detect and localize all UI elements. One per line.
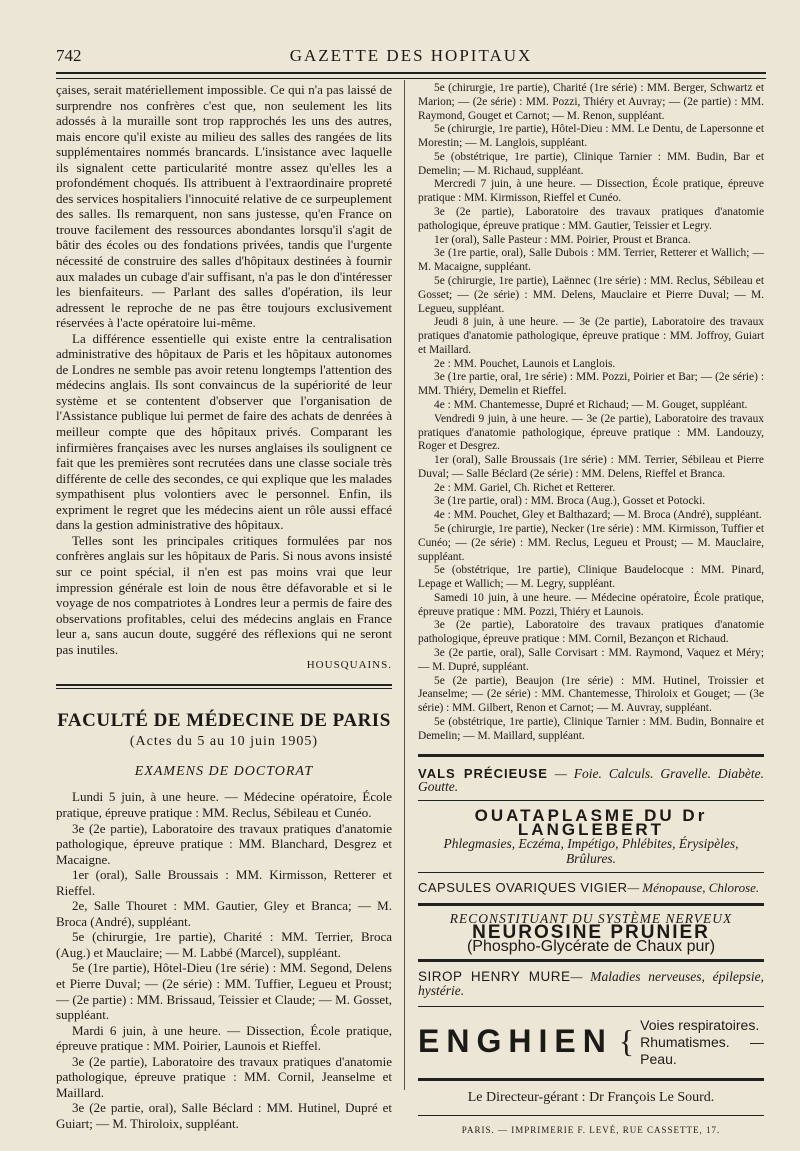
- ad-rule: [418, 872, 764, 873]
- ad-neurosine: [418, 910, 764, 955]
- right-column: [418, 82, 764, 1137]
- article-paragraph: La différence essentielle qui existe entre la centralisation administrative des hôpitaux de Paris et les hôpitaux autonomes de Londres ne semble pas avoir retenu longtemps l'attention des médecins anglais. Ils sont convaincus de la supériorité de leur système et se contentent d'observer que l'organisation de l'Assistance publique lui permet de faire des achats de denrées à meilleur compte que des hôpitaux privés. Comparant les infirmières françaises avec les nurses anglaises ils soulignent ce fait que les premières sont recrutées dans une classe sociale très différente de celle des secondes, ce qui explique que les malades sympathisent plus volontiers avec le personnel. Enfin, ils expriment le regret que les médecins aient un rôle aussi effacé dans la gestion administrative des hôpitaux.: [56, 330, 392, 533]
- ad-rule: [418, 754, 764, 757]
- printer-line: PARIS. — IMPRIMERIE F. LEVÉ, RUE CASSETTE, 17.: [461, 1124, 721, 1135]
- ad-neurosine-line3: (Phospho-Glycérate de Chaux pur): [466, 937, 716, 955]
- ad-rule: [418, 1115, 764, 1116]
- exam-entry: 4e : MM. Chantemesse, Dupré et Richaud; — M. Gouget, suppléant.: [434, 398, 748, 411]
- exam-entry: 3e (1re partie, oral, 1re série) : MM. Pozzi, Poirier et Bar; — (2e série) : MM. Thiéry, Demelin et Rieffel.: [418, 371, 764, 398]
- ad-rule: [418, 1078, 764, 1081]
- ad-enghien: [418, 1011, 764, 1074]
- exam-entry: 3e (2e partie, oral), Salle Béclard : MM. Hutinel, Dupré et Guiart; — M. Thiroloix, suppléant.: [56, 1100, 392, 1131]
- exam-title: EXAMENS DE DOCTORAT: [134, 763, 314, 779]
- exam-entry: Lundi 5 juin, à une heure. — Médecine opératoire, École pratique, épreuve pratique : MM. Reclus, Sébileau et Cunéo.: [56, 789, 392, 820]
- exam-entry: 5e (chirurgie, 1re partie), Hôtel-Dieu : MM. Le Dentu, de Lapersonne et Morestin; — M. Langlois, suppléant.: [418, 123, 764, 150]
- exam-entry: 5e (chirurgie, 1re partie), Charité : MM. Terrier, Broca (Aug.) et Mauclaire; — M. Labbé (Marcel), suppléant.: [56, 929, 392, 960]
- ad-capsules-text: — Ménopause, Chlorose.: [627, 880, 760, 896]
- column-divider: [404, 80, 405, 1090]
- exam-entry: Vendredi 9 juin, à une heure. — 3e (2e partie), Laboratoire des travaux pratiques d'anatomie pathologique, épreuve pratique : MM. Landouzy, Roger et Desgrez.: [418, 412, 764, 453]
- exam-entry: 3e (2e partie), Laboratoire des travaux pratiques d'anatomie pathologique, épreuve pratique : MM. Blanchard, Desgrez et Macaigne.: [56, 820, 392, 867]
- exam-entry: 5e (obstétrique, 1re partie), Clinique Tarnier : MM. Budin, Bar et Demelin; — M. Richaud, suppléant.: [418, 150, 764, 177]
- ad-sirop: [418, 966, 764, 1002]
- exam-entry: Mardi 6 juin, à une heure. — Dissection, École pratique, épreuve pratique : MM. Poirier, Launois et Rieffel.: [56, 1022, 392, 1054]
- ad-ouataplasme-text: Phlegmasies, Eczéma, Impétigo, Phlébites, Érysipèles, Brûlures.: [443, 835, 739, 867]
- section-rule: [56, 684, 392, 689]
- exam-entry: 5e (chirurgie, 1re partie), Charité (1re série) : MM. Berger, Schwartz et Marion; — (2e série) : MM. Pozzi, Thiéry et Auvray; — (2e partie) : MM. Raymond, Gouget et Carnot; — M. Renon, suppléant.: [418, 82, 764, 122]
- exam-entry: 3e (1re partie, oral), Salle Dubois : MM. Terrier, Retterer et Wallich; — M. Macaigne, suppléant.: [418, 247, 764, 274]
- exam-entry: 1er (oral), Salle Broussais (1re série) : MM. Terrier, Sébileau et Pierre Duval; — Salle Béclard (2e série) : MM. Delens, Rieffel et Branca.: [418, 454, 764, 480]
- ad-vals-brand: VALS PRÉCIEUSE: [418, 765, 548, 781]
- ad-capsules-brand: CAPSULES OVARIQUES VIGIER: [418, 880, 628, 896]
- exam-entry: 3e (2e partie, oral), Salle Corvisart : MM. Raymond, Vaquez et Méry; — M. Dupré, suppléant.: [418, 647, 764, 673]
- article-paragraph: çaises, serait matériellement impossible. Ce qui n'a pas laissé de surprendre nos confrères c'est que, non seulement les lits adossés à la muraille sont trop rapprochés les uns des autres, mais encore qu'il existe au milieu des salles des rangées de lits supplémentaires nommés brancards. L'insistance avec laquelle ils signalent cette particularité montre assez qu'elles les a profondément choqués. Ils attribuent à l'extraordinaire propreté des services hospitaliers l'innocuité relative de ce surpeuplement des salles. Ils remarquent, non sans justesse, qu'en France on trouve facilement des ressources abondantes lorsqu'il s'agit de bâtir des écoles ou des fondations privées, tandis que l'urgente nécessité de construire des salles d'hôpitaux destinées à fournir aux malades un cubage d'air suffisant, n'a pas le don d'intéresser les bienfaiteurs. — Parlant des salles d'opération, ils leur adressent le reproche de ne pas être toujours exclusivement réservées à l'acte opératoire lui-même.: [56, 82, 392, 331]
- exam-entry: 1er (oral), Salle Pasteur : MM. Poirier, Proust et Branca.: [434, 233, 691, 246]
- ad-vals-text: — Foie. Calculs. Gravelle. Diabète. Goutte.: [418, 765, 764, 795]
- journal-title: GAZETTE DES HOPITAUX: [289, 46, 533, 65]
- ad-enghien-line1: Voies respiratoires.: [640, 1016, 760, 1033]
- faculty-subtitle: (Actes du 5 au 10 juin 1905): [129, 734, 319, 750]
- left-column: [56, 82, 392, 1131]
- exam-entry: 5e (2e partie), Beaujon (1re série) : MM. Hutinel, Troissier et Jeanselme; — (2e série) : MM. Chantemesse, Thiroloix et Gouget; — (3e série) : MM. Gilbert, Renon et Carnot; — M. Auvray, suppléant.: [418, 674, 764, 715]
- exam-entry: 4e : MM. Pouchet, Gley et Balthazard; — M. Broca (André), suppléant.: [434, 509, 762, 522]
- ad-neurosine-line1: RECONSTITUANT DU SYSTÈME NERVEUX: [449, 910, 733, 926]
- exam-entry: 5e (obstétrique, 1re partie), Clinique Tarnier : MM. Budin, Bonnaire et Demelin; — M. Maillard, suppléant.: [418, 715, 764, 742]
- ad-rule: [418, 903, 764, 906]
- page-header: [56, 44, 766, 68]
- exam-entry: Mercredi 7 juin, à une heure. — Dissection, École pratique, épreuve pratique : MM. Kirmisson, Rieffel et Cunéo.: [418, 178, 764, 205]
- author-signature: HOUSQUAINS.: [306, 659, 392, 672]
- ad-vals: [418, 761, 764, 797]
- ad-rule: [418, 1006, 764, 1007]
- exam-entry: 2e : MM. Gariel, Ch. Richet et Retterer.: [434, 481, 616, 494]
- ad-ouataplasme: [418, 805, 764, 868]
- exam-entry: 5e (1re partie), Hôtel-Dieu (1re série) : MM. Segond, Delens et Pierre Duval; — (2e série) : MM. Tuffier, Legueu et Proust; — (2e partie) : MM. Brissaud, Teissier et Claude; — M. Gosset, suppléant.: [56, 960, 392, 1023]
- ad-ouataplasme-brand: OUATAPLASME DU Dr LANGLEBERT: [474, 806, 708, 839]
- header-rule: [56, 72, 766, 79]
- exam-entry: 3e (2e partie), Laboratoire des travaux pratiques d'anatomie pathologique, épreuve pratique : MM. Cornil, Jeanselme et Maillard.: [56, 1053, 392, 1100]
- exam-entry: Jeudi 8 juin, à une heure. — 3e (2e partie), Laboratoire des travaux pratiques d'anatomie pathologique, épreuve pratique : MM. Joffroy, Guiart et Maillard.: [418, 316, 764, 356]
- ad-rule: [418, 800, 764, 801]
- exam-entry: Samedi 10 juin, à une heure. — Médecine opératoire, École pratique, épreuve pratique : MM. Pozzi, Thiéry et Launois.: [418, 591, 764, 618]
- ad-sirop-brand: SIROP HENRY MURE: [418, 969, 571, 985]
- exam-entry: 3e (2e partie), Laboratoire des travaux pratiques d'anatomie pathologique, épreuve pratique : MM. Gautier, Teissier et Legry.: [418, 206, 764, 232]
- exam-entry: 5e (obstétrique, 1re partie), Clinique Baudelocque : MM. Pinard, Lepage et Wallich; — M. Legry, suppléant.: [418, 564, 764, 591]
- exam-entry: 3e (1re partie, oral) : MM. Broca (Aug.), Gosset et Potocki.: [434, 495, 706, 508]
- ad-capsules: [418, 877, 764, 899]
- ad-enghien-line2: Rhumatismes. — Peau.: [640, 1033, 764, 1067]
- brace-glyph: {: [618, 1023, 635, 1060]
- exam-entry: 5e (chirurgie, 1re partie), Laënnec (1re série) : MM. Reclus, Sébileau et Gosset; — (2e série) : MM. Delens, Mauclaire et Pierre Duval; — M. Legueu, suppléant.: [418, 274, 764, 315]
- exam-entry: 3e (2e partie), Laboratoire des travaux pratiques d'anatomie pathologique, épreuve pratique : MM. Cornil, Bezançon et Richaud.: [418, 619, 764, 646]
- ad-neurosine-line2: NEUROSINE PRUNIER: [472, 921, 710, 943]
- ad-rule: [418, 959, 764, 962]
- ad-enghien-brand: ENGHIEN: [418, 1023, 613, 1060]
- ad-enghien-details: [640, 1017, 764, 1068]
- exam-entry: 2e : MM. Pouchet, Launois et Langlois.: [434, 357, 616, 370]
- exam-entry: 1er (oral), Salle Broussais : MM. Kirmisson, Retterer et Rieffel.: [56, 867, 392, 898]
- ad-sirop-text: — Maladies nerveuses, épilepsie, hystérie.: [418, 969, 764, 999]
- director-line: Le Directeur-gérant : Dr François Le Sourd.: [467, 1089, 715, 1105]
- article-paragraph: Telles sont les principales critiques formulées par nos confrères anglais sur les hôpitaux de Paris. Si nous avons insisté sur ce point spécial, il n'en est pas moins vrai que leur impression générale est loin de nous être défavorable et si le voyage de nos compatriotes à Londres leur a permis de faire des observations profitables, celui des médecins anglais en France leur a, sans aucun doute, suggéré des réflexions qui ne seront pas inutiles.: [56, 532, 392, 657]
- advertisements: [418, 754, 764, 1138]
- exam-entry: 2e, Salle Thouret : MM. Gautier, Gley et Branca; — M. Broca (André), suppléant.: [56, 898, 392, 929]
- faculty-title: FACULTÉ DE MÉDECINE DE PARIS: [57, 709, 391, 731]
- page-number: 742: [56, 46, 82, 65]
- exam-entry: 5e (chirurgie, 1re partie), Necker (1re série) : MM. Kirmisson, Tuffier et Cunéo; — (2e série) : MM. Reclus, Legueu et Proust; — M. Mauclaire, suppléant.: [418, 523, 764, 563]
